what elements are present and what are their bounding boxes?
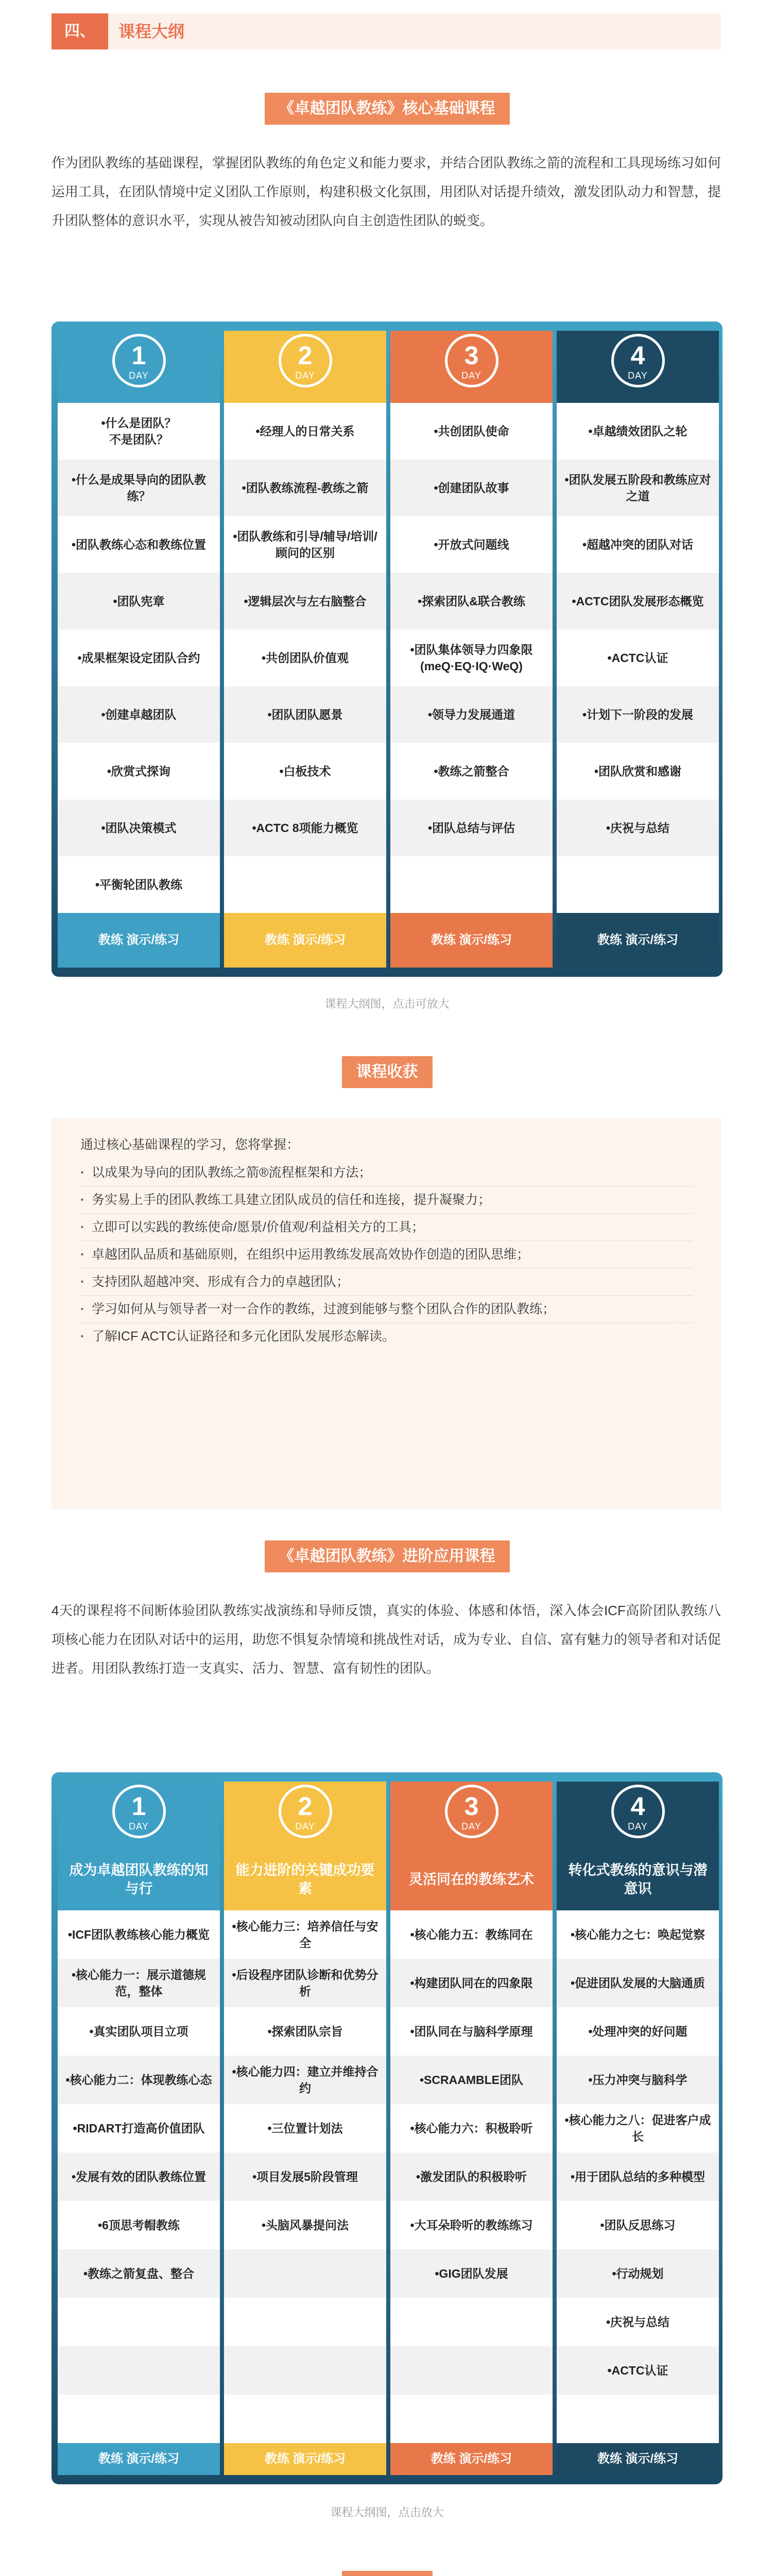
day-subtitle: 能力进阶的关键成功要素 xyxy=(235,1862,375,1896)
day-subtitle: 转化式教练的意识与潜意识 xyxy=(568,1862,708,1896)
core-course-outline-table[interactable] xyxy=(51,321,723,977)
outline-cell xyxy=(224,2395,386,2443)
outline-cell: •后设程序团队诊断和优势分析 xyxy=(224,1959,386,2007)
outline-cell: •什么是成果导向的团队教练？ xyxy=(58,460,220,516)
harvest-list-1 xyxy=(80,1159,692,1350)
harvest-intro: 通过核心基础课程的学习，您将掌握： xyxy=(80,1138,300,1152)
outline-cell: •ACTC团队发展形态概览 xyxy=(557,573,719,630)
day-column-2 xyxy=(224,331,386,968)
outline-cell: •6顶思考帽教练 xyxy=(58,2201,220,2249)
outline-cell: •团队欣赏和感谢 xyxy=(557,743,719,800)
day-label: DAY xyxy=(628,1821,648,1832)
day-badge xyxy=(279,1785,332,1838)
advanced-table-caption: 课程大纲图，点击放大 xyxy=(330,2506,444,2519)
outline-cell: •SCRAAMBLE团队 xyxy=(390,2056,553,2104)
outline-cell: •探索团队宗旨 xyxy=(224,2007,386,2056)
harvest-item: · 支持团队超越冲突、形成有合力的卓越团队； xyxy=(80,1268,692,1296)
outline-cell: •创建团队故事 xyxy=(390,460,553,516)
outline-cell: •核心能力六：积极聆听 xyxy=(390,2104,553,2153)
harvest-item: · 务实易上手的团队教练工具建立团队成员的信任和连接，提升凝聚力； xyxy=(80,1187,692,1214)
day-column-2 xyxy=(224,1782,386,2475)
day-label: DAY xyxy=(295,370,315,381)
outline-cell xyxy=(557,856,719,913)
outline-cell: •真实团队项目立项 xyxy=(58,2007,220,2056)
day-label: DAY xyxy=(461,1821,481,1832)
core-course-tag: 《卓越团队教练》核心基础课程 xyxy=(265,93,510,125)
day-footer: 教练 演示/练习 xyxy=(264,2452,346,2466)
outline-cell: •RIDART打造高价值团队 xyxy=(58,2104,220,2153)
harvest-tag-1: 课程收获 xyxy=(342,1056,433,1088)
outline-cell: •发展有效的团队教练位置 xyxy=(58,2153,220,2201)
outline-cell xyxy=(224,2249,386,2298)
day-column-1 xyxy=(58,331,220,968)
outline-cell: •共创团队价值观 xyxy=(224,630,386,686)
outline-cell xyxy=(224,2346,386,2395)
outline-cell: •压力冲突与脑科学 xyxy=(557,2056,719,2104)
outline-cell: •开放式问题线 xyxy=(390,516,553,573)
outline-cell xyxy=(58,2298,220,2346)
outline-cell: •用于团队总结的多种模型 xyxy=(557,2153,719,2201)
outline-cell: •探索团队&联合教练 xyxy=(390,573,553,630)
outline-cell: •经理人的日常关系 xyxy=(224,403,386,460)
advanced-course-tag: 《卓越团队教练》进阶应用课程 xyxy=(265,1540,510,1572)
outline-cell: •成果框架设定团队合约 xyxy=(58,630,220,686)
harvest-item: · 立即可以实践的教练使命/愿景/价值观/利益相关方的工具； xyxy=(80,1214,692,1241)
section-number: 四、 xyxy=(51,13,108,49)
outline-cell: •ACTC认证 xyxy=(557,630,719,686)
outline-cell: •创建卓越团队 xyxy=(58,686,220,743)
outline-cell xyxy=(390,2395,553,2443)
day-number: 1 xyxy=(131,1792,146,1821)
day-footer: 教练 演示/练习 xyxy=(597,2452,679,2466)
day-badge xyxy=(611,1785,665,1838)
day-number: 4 xyxy=(630,341,645,370)
outline-cell: •团队宪章 xyxy=(58,573,220,630)
day-column-4 xyxy=(557,331,719,968)
day-footer: 教练 演示/练习 xyxy=(98,933,180,947)
day-number: 3 xyxy=(464,1792,479,1821)
outline-cell: •大耳朵聆听的教练练习 xyxy=(390,2201,553,2249)
outline-cell xyxy=(390,2346,553,2395)
outline-cell: •团队决策模式 xyxy=(58,800,220,856)
outline-cell: •ACTC 8项能力概览 xyxy=(224,800,386,856)
day-badge xyxy=(112,1785,166,1838)
section-title: 课程大纲 xyxy=(118,22,185,41)
outline-cell: •白板技术 xyxy=(224,743,386,800)
harvest-item: · 以成果为导向的团队教练之箭®流程框架和方法； xyxy=(80,1159,692,1187)
day-label: DAY xyxy=(461,370,481,381)
harvest-tag-2 xyxy=(342,2571,433,2576)
day-column-3 xyxy=(390,1782,553,2475)
outline-cell: •共创团队使命 xyxy=(390,403,553,460)
outline-cell: •核心能力之八：促进客户成长 xyxy=(557,2104,719,2153)
outline-cell: •促进团队发展的大脑通质 xyxy=(557,1959,719,2007)
outline-cell: •团队教练流程-教练之箭 xyxy=(224,460,386,516)
outline-cell: •领导力发展通道 xyxy=(390,686,553,743)
outline-cell: •教练之箭复盘、整合 xyxy=(58,2249,220,2298)
day-label: DAY xyxy=(129,1821,149,1832)
day-number: 1 xyxy=(131,341,146,370)
outline-cell: •核心能力二：体现教练心态 xyxy=(58,2056,220,2104)
outline-cell: •团队同在与脑科学原理 xyxy=(390,2007,553,2056)
outline-cell: •三位置计划法 xyxy=(224,2104,386,2153)
outline-cell: •卓越绩效团队之轮 xyxy=(557,403,719,460)
harvest-item: · 了解ICF ACTC认证路径和多元化团队发展形态解读。 xyxy=(80,1323,692,1350)
harvest-item: · 学习如何从与领导者一对一合作的教练，过渡到能够与整个团队合作的团队教练； xyxy=(80,1296,692,1323)
outline-cell xyxy=(390,2298,553,2346)
outline-cell: •庆祝与总结 xyxy=(557,800,719,856)
outline-cell: •核心能力五：教练同在 xyxy=(390,1910,553,1959)
outline-cell: •ICF团队教练核心能力概览 xyxy=(58,1910,220,1959)
day-footer: 教练 演示/练习 xyxy=(597,933,679,947)
outline-cell: •庆祝与总结 xyxy=(557,2298,719,2346)
outline-cell: •团队集体领导力四象限(meQ·EQ·IQ·WeQ) xyxy=(390,630,553,686)
outline-cell: •团队总结与评估 xyxy=(390,800,553,856)
day-badge xyxy=(112,334,166,387)
outline-cell: •核心能力四：建立并维持合约 xyxy=(224,2056,386,2104)
day-subtitle: 灵活同在的教练艺术 xyxy=(409,1872,534,1887)
outline-cell: •团队教练和引导/辅导/培训/顾问的区别 xyxy=(224,516,386,573)
core-course-description: 作为团队教练的基础课程，掌握团队教练的角色定义和能力要求，并结合团队教练之箭的流程和工具现场练习如何运用工具，在团队情境中定义团队工作原则，构建积极文化氛围，用团队对话提升绩效，激发团队动力和智慧，提升团队整体的意识水平，实现从被告知被动团队向自主创造性团队的蜕变。 xyxy=(51,155,721,228)
outline-cell: •平衡轮团队教练 xyxy=(58,856,220,913)
advanced-course-description: 4天的课程将不间断体验团队教练实战演练和导师反馈，真实的体验、体感和体悟，深入体会ICF高阶团队教练八项核心能力在团队对话中的运用，助您不惧复杂情境和挑战性对话，成为专业、自信、富有魅力的领导者和对话促进者。用团队教练打造一支真实、活力、智慧、富有韧性的团队。 xyxy=(51,1603,721,1676)
day-badge xyxy=(279,334,332,387)
outline-cell xyxy=(557,2395,719,2443)
outline-cell xyxy=(224,856,386,913)
outline-cell: •项目发展5阶段管理 xyxy=(224,2153,386,2201)
outline-cell: •头脑风暴提问法 xyxy=(224,2201,386,2249)
day-number: 3 xyxy=(464,341,479,370)
outline-cell: •核心能力之七：唤起觉察 xyxy=(557,1910,719,1959)
day-footer: 教练 演示/练习 xyxy=(264,933,346,947)
day-footer: 教练 演示/练习 xyxy=(431,2452,512,2466)
day-column-3 xyxy=(390,331,553,968)
outline-cell: •团队教练心态和教练位置 xyxy=(58,516,220,573)
day-badge xyxy=(611,334,665,387)
day-footer: 教练 演示/练习 xyxy=(431,933,512,947)
outline-cell: •ACTC认证 xyxy=(557,2346,719,2395)
day-number: 2 xyxy=(298,1792,313,1821)
day-number: 2 xyxy=(298,341,313,370)
day-subtitle: 成为卓越团队教练的知与行 xyxy=(69,1862,209,1896)
day-column-4 xyxy=(557,1782,719,2475)
outline-cell: •处理冲突的好问题 xyxy=(557,2007,719,2056)
outline-cell: •教练之箭整合 xyxy=(390,743,553,800)
outline-cell xyxy=(224,2298,386,2346)
outline-cell: •构建团队同在的四象限 xyxy=(390,1959,553,2007)
day-badge xyxy=(445,334,498,387)
outline-cell xyxy=(58,2395,220,2443)
day-badge xyxy=(445,1785,498,1838)
day-label: DAY xyxy=(295,1821,315,1832)
core-table-caption: 课程大纲图，点击可放大 xyxy=(324,997,450,1010)
day-label: DAY xyxy=(129,370,149,381)
day-column-1 xyxy=(58,1782,220,2475)
outline-cell: •逻辑层次与左右脑整合 xyxy=(224,573,386,630)
outline-cell xyxy=(58,2346,220,2395)
outline-cell: •激发团队的积极聆听 xyxy=(390,2153,553,2201)
outline-cell: •团队反思练习 xyxy=(557,2201,719,2249)
outline-cell: •核心能力一：展示道德规范，整体 xyxy=(58,1959,220,2007)
outline-cell: •什么是团队？ 不是团队？ xyxy=(58,403,220,460)
outline-cell: •核心能力三：培养信任与安全 xyxy=(224,1910,386,1959)
outline-cell: •行动规划 xyxy=(557,2249,719,2298)
outline-cell: •计划下一阶段的发展 xyxy=(557,686,719,743)
outline-cell xyxy=(390,856,553,913)
advanced-course-outline-table[interactable] xyxy=(51,1772,723,2484)
harvest-box-1 xyxy=(51,1118,721,1510)
day-label: DAY xyxy=(628,370,648,381)
harvest-item: · 卓越团队品质和基础原则，在组织中运用教练发展高效协作创造的团队思维； xyxy=(80,1241,692,1268)
outline-cell: •欣赏式探询 xyxy=(58,743,220,800)
outline-cell: •团队团队愿景 xyxy=(224,686,386,743)
outline-cell: •团队发展五阶段和教练应对之道 xyxy=(557,460,719,516)
outline-cell: •GIG团队发展 xyxy=(390,2249,553,2298)
outline-cell: •超越冲突的团队对话 xyxy=(557,516,719,573)
section-header xyxy=(51,13,721,49)
day-footer: 教练 演示/练习 xyxy=(98,2452,180,2466)
day-number: 4 xyxy=(630,1792,645,1821)
